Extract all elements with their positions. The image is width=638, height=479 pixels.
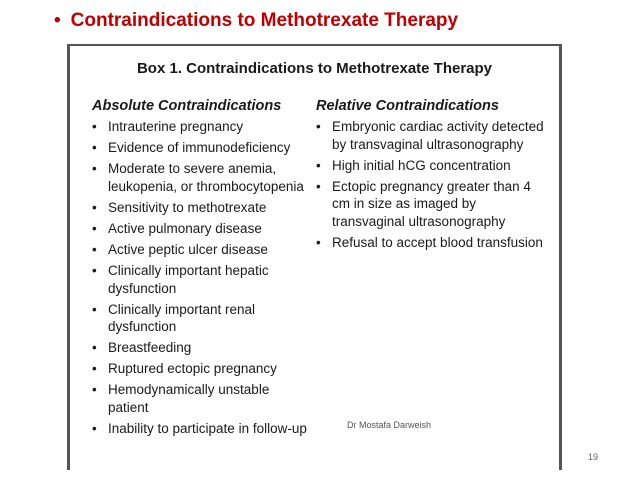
list-item: • Ectopic pregnancy greater than 4 cm in size as imaged by transvaginal ultrasonography xyxy=(316,178,552,231)
page-number: 19 xyxy=(588,452,599,462)
relative-contraindications-column xyxy=(316,98,552,255)
contraindications-box xyxy=(67,44,562,470)
list-item: • Intrauterine pregnancy xyxy=(92,118,312,136)
list-item: • Active pulmonary disease xyxy=(92,220,312,238)
box-title: Box 1. Contraindications to Methotrexate Therapy xyxy=(136,60,493,77)
title-bullet: • xyxy=(54,10,61,31)
list-item: • Moderate to severe anemia, leukopenia, or thrombocytopenia xyxy=(92,160,312,195)
absolute-list xyxy=(92,118,312,438)
relative-list xyxy=(316,118,552,251)
list-item: • Clinically important renal dysfunction xyxy=(92,301,312,336)
list-item: • Hemodynamically unstable patient xyxy=(92,381,312,416)
list-item: • Active peptic ulcer disease xyxy=(92,241,312,259)
absolute-contraindications-column xyxy=(92,98,312,441)
list-item: • Embryonic cardiac activity detected by transvaginal ultrasonography xyxy=(316,118,552,153)
list-item: • Inability to participate in follow-up xyxy=(92,420,312,438)
list-item: • High initial hCG concentration xyxy=(316,157,552,175)
list-item: • Refusal to accept blood transfusion xyxy=(316,234,552,252)
relative-heading: Relative Contraindications xyxy=(316,98,499,114)
slide-title-text: Contraindications to Methotrexate Therapy xyxy=(70,10,459,31)
list-item: • Ruptured ectopic pregnancy xyxy=(92,360,312,378)
author-watermark: Dr Mostafa Darweish xyxy=(347,420,432,430)
list-item: • Evidence of immunodeficiency xyxy=(92,139,312,157)
absolute-heading: Absolute Contraindications xyxy=(92,98,282,114)
list-item: • Sensitivity to methotrexate xyxy=(92,199,312,217)
list-item: • Clinically important hepatic dysfunction xyxy=(92,262,312,297)
slide-title xyxy=(54,10,458,32)
list-item: • Breastfeeding xyxy=(92,339,312,357)
